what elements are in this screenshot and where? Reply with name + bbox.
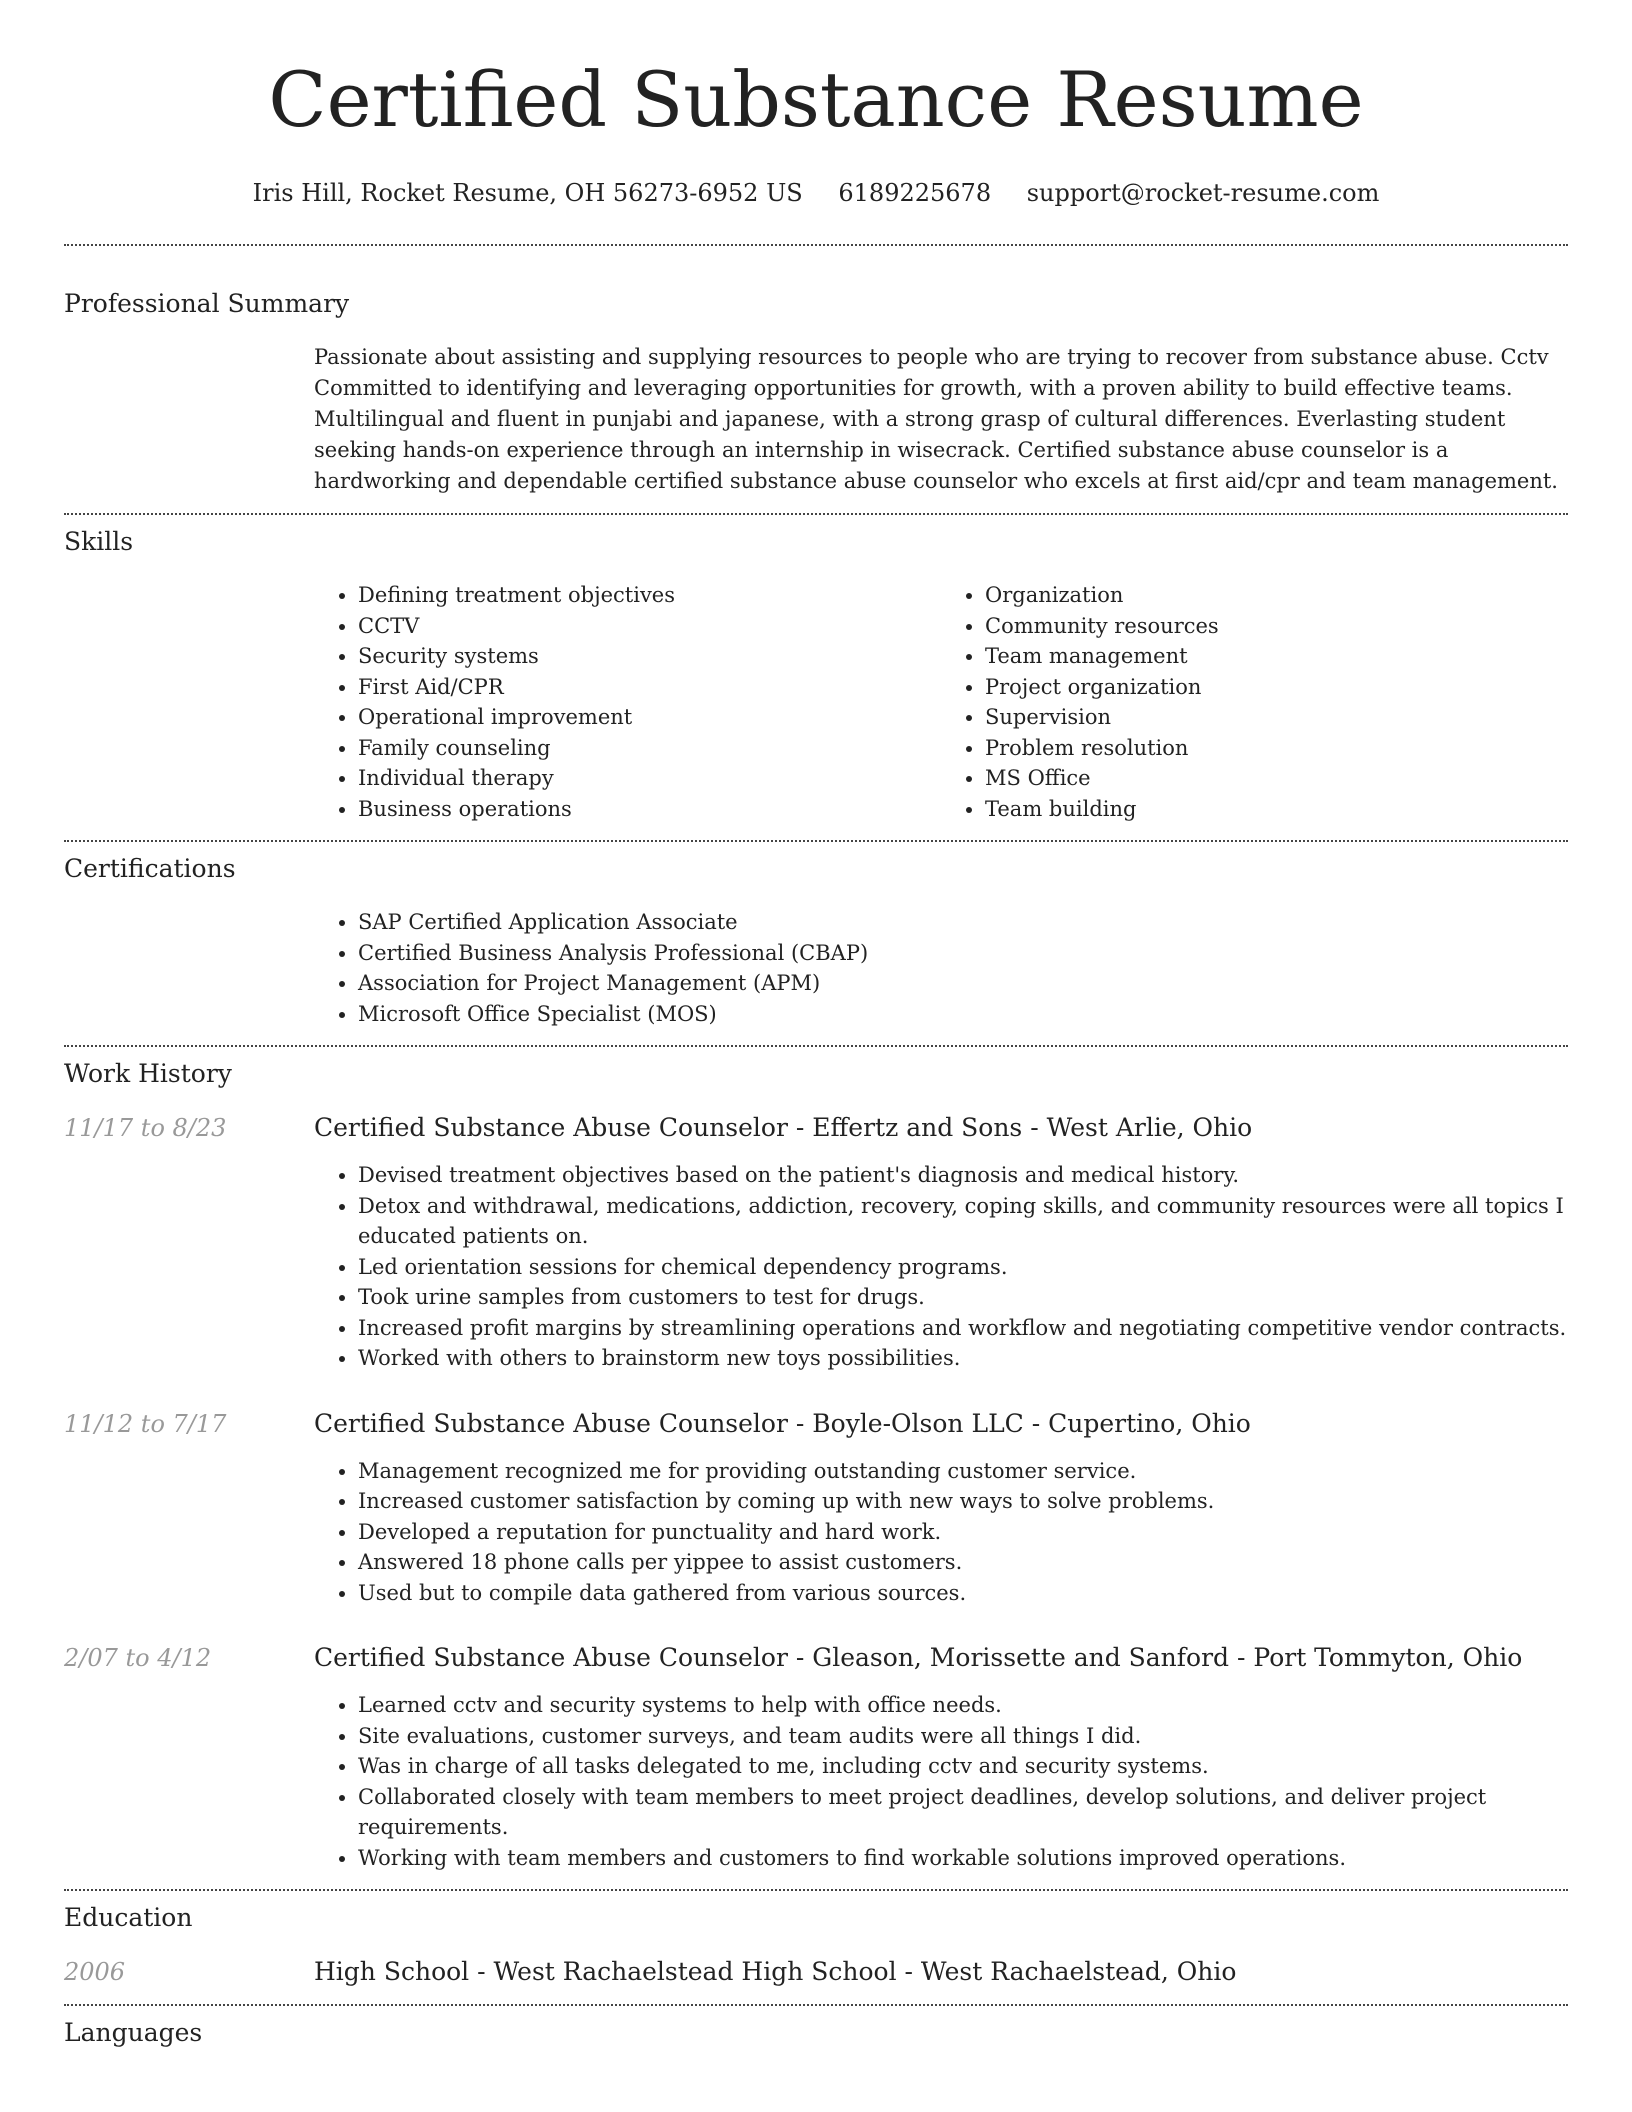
skill-item: • Organization: [985, 580, 1568, 611]
job-bullet: • Was in charge of all tasks delegated to me, including cctv and security systems.: [358, 1751, 1568, 1782]
summary-heading: Professional Summary: [64, 289, 350, 318]
job-bullet: • Site evaluations, customer surveys, and team audits were all things I did.: [358, 1721, 1568, 1752]
skills-list-right: [941, 580, 1568, 824]
work-heading: Work History: [64, 1059, 232, 1088]
skill-item: • Family counseling: [358, 733, 941, 764]
skill-item: • Team building: [985, 794, 1568, 825]
skills-heading: Skills: [64, 527, 134, 556]
education-entry: [64, 1956, 1568, 1988]
certifications-section: [64, 853, 1568, 1029]
job-bullet: • Took urine samples from customers to test for drugs.: [358, 1282, 1568, 1313]
job-bullets: [314, 1690, 1568, 1873]
education-title: High School - West Rachaelstead High School - West Rachaelstead, Ohio: [314, 1957, 1237, 1986]
certifications-list: [314, 907, 1568, 1029]
summary-text: Passionate about assisting and supplying resources to people who are trying to recover from substance abuse. Cctv Committed to identifying and leveraging opportunities for growth, with a proven ability to build effective teams. Multilingual and fluent in punjabi and japanese, with a strong grasp of cultural differences. Everlasting student seeking hands-on experience through an internship in wisecrack. Certified substance abuse counselor is a hardworking and dependable certified substance abuse counselor who excels at first aid/cpr and team management.: [314, 345, 1558, 493]
divider: [64, 2004, 1568, 2006]
job-dates: 11/12 to 7/17: [64, 1409, 227, 1438]
job-bullet: • Collaborated closely with team members to meet project deadlines, develop solutions, and deliver project requirements.: [358, 1782, 1568, 1843]
certification-item: • SAP Certified Application Associate: [358, 907, 1568, 938]
job-bullet: • Learned cctv and security systems to help with office needs.: [358, 1690, 1568, 1721]
skills-grid: [314, 580, 1568, 824]
skill-item: • Individual therapy: [358, 763, 941, 794]
job-bullet: • Used but to compile data gathered from various sources.: [358, 1578, 1568, 1609]
skill-item: • Defining treatment objectives: [358, 580, 941, 611]
job-entry: [64, 1112, 1568, 1374]
job-header: [64, 1112, 1568, 1144]
job-title: Certified Substance Abuse Counselor - Boyle-Olson LLC - Cupertino, Ohio: [314, 1408, 1251, 1438]
job-entry: [64, 1408, 1568, 1609]
job-bullets: [314, 1456, 1568, 1609]
skills-list-left: [314, 580, 941, 824]
skills-section: [64, 526, 1568, 824]
resume-page: [64, 0, 1568, 2049]
job-header: [64, 1642, 1568, 1674]
job-bullet: • Led orientation sessions for chemical dependency programs.: [358, 1252, 1568, 1283]
job-dates: 11/17 to 8/23: [64, 1114, 227, 1142]
job-bullet: • Management recognized me for providing outstanding customer service.: [358, 1456, 1568, 1487]
divider: [64, 1045, 1568, 1047]
job-body: [314, 1160, 1568, 1374]
divider: [64, 1889, 1568, 1891]
certifications-body: [314, 907, 1568, 1029]
certification-item: • Certified Business Analysis Professional (CBAP): [358, 938, 1568, 969]
job-title: Certified Substance Abuse Counselor - Effertz and Sons - West Arlie, Ohio: [314, 1113, 1253, 1142]
languages-heading: Languages: [64, 2018, 203, 2047]
job-entry: [64, 1642, 1568, 1873]
job-bullet: • Increased profit margins by streamlining operations and workflow and negotiating competitive vendor contracts.: [358, 1313, 1568, 1344]
education-section: [64, 1902, 1568, 1988]
skill-item: • MS Office: [985, 763, 1568, 794]
job-title: Certified Substance Abuse Counselor - Gleason, Morissette and Sanford - Port Tommyton, Ohio: [314, 1643, 1523, 1672]
job-bullet: • Detox and withdrawal, medications, addiction, recovery, coping skills, and community resources were all topics I educated patients on.: [358, 1191, 1568, 1252]
job-bullet: • Increased customer satisfaction by coming up with new ways to solve problems.: [358, 1486, 1568, 1517]
job-header: [64, 1408, 1568, 1440]
divider: [64, 244, 1568, 246]
work-section: [64, 1058, 1568, 1873]
job-bullet: • Answered 18 phone calls per yippee to assist customers.: [358, 1547, 1568, 1578]
contact-address: Iris Hill, Rocket Resume, OH 56273-6952 US: [252, 179, 803, 207]
certification-item: • Microsoft Office Specialist (MOS): [358, 999, 1568, 1030]
skill-item: • Project organization: [985, 672, 1568, 703]
skill-item: • Problem resolution: [985, 733, 1568, 764]
skill-item: • Team management: [985, 641, 1568, 672]
divider: [64, 840, 1568, 842]
job-body: [314, 1690, 1568, 1873]
skill-item: • First Aid/CPR: [358, 672, 941, 703]
job-bullets: [314, 1160, 1568, 1374]
skill-item: • CCTV: [358, 611, 941, 642]
job-body: [314, 1456, 1568, 1609]
skill-item: • Community resources: [985, 611, 1568, 642]
certification-item: • Association for Project Management (APM): [358, 968, 1568, 999]
job-bullet: • Devised treatment objectives based on the patient's diagnosis and medical history.: [358, 1160, 1568, 1191]
skill-item: • Business operations: [358, 794, 941, 825]
education-heading: Education: [64, 1903, 193, 1932]
job-bullet: • Developed a reputation for punctuality and hard work.: [358, 1517, 1568, 1548]
job-bullet: • Worked with others to brainstorm new toys possibilities.: [358, 1343, 1568, 1374]
certifications-heading: Certifications: [64, 854, 236, 883]
contact-phone: 6189225678: [838, 179, 992, 207]
skill-item: • Operational improvement: [358, 702, 941, 733]
education-year: 2006: [64, 1958, 126, 1986]
languages-section: [64, 2017, 1568, 2049]
summary-section: [64, 288, 1568, 497]
skill-item: • Security systems: [358, 641, 941, 672]
job-dates: 2/07 to 4/12: [64, 1644, 212, 1672]
resume-title: Certified Substance Resume: [268, 55, 1364, 144]
contact-line: [64, 178, 1568, 208]
contact-email: support@rocket-resume.com: [1026, 179, 1380, 207]
skill-item: • Supervision: [985, 702, 1568, 733]
divider: [64, 513, 1568, 515]
job-bullet: • Working with team members and customers to find workable solutions improved operations.: [358, 1843, 1568, 1874]
